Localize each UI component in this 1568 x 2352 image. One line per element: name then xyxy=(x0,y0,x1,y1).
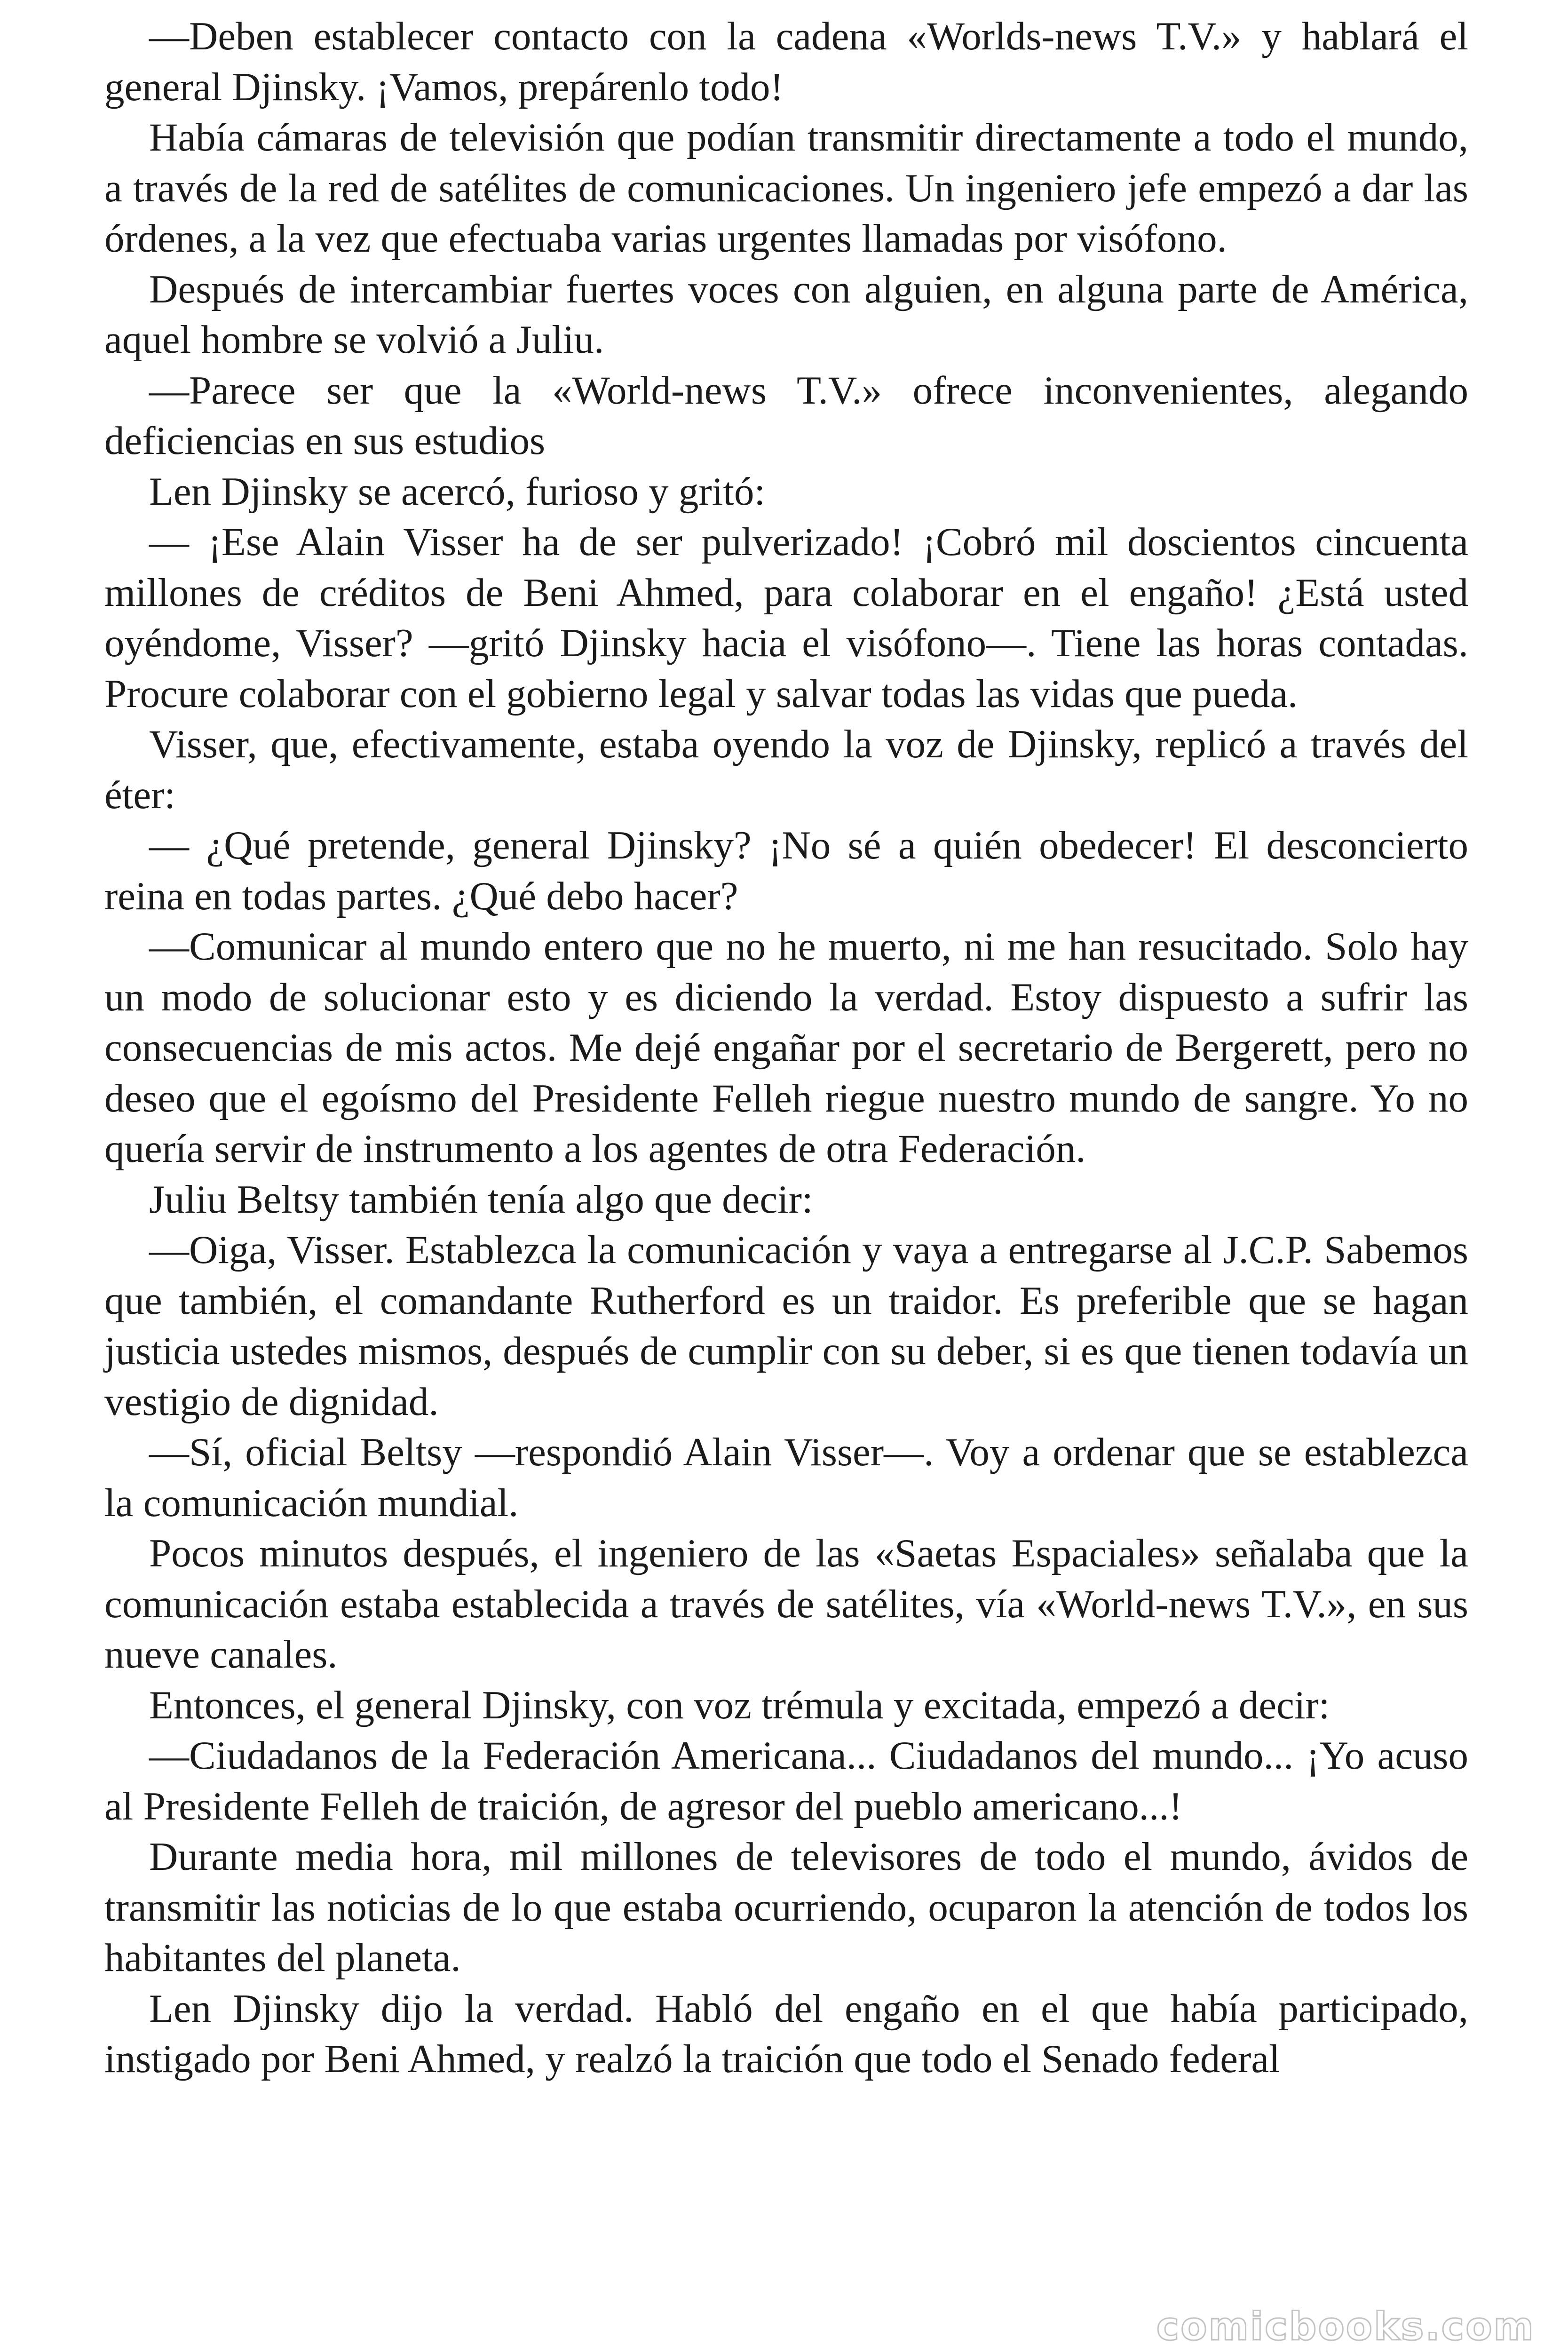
paragraph-2: Había cámaras de televisión que podían transmitir directamente a todo el mundo, a través de la red de satélites de comunicaciones. Un ingeniero jefe empezó a dar las órdenes, a la vez que efectuaba varias urgentes llamadas por visófono. xyxy=(104,115,1468,261)
paragraph-16: Durante media hora, mil millones de televisores de todo el mundo, ávidos de transmitir las noticias de lo que estaba ocurriendo, ocuparon la atención de todos los habitantes del planeta. xyxy=(104,1835,1468,1980)
page-body xyxy=(104,11,1468,2085)
paragraph-5: Len Djinsky se acercó, furioso y gritó: xyxy=(149,469,766,514)
paragraph-4: —Parece ser que la «World-news T.V.» ofrece inconvenientes, alegando deficiencias en sus estudios xyxy=(104,368,1468,463)
watermark: comicbooks.com xyxy=(1156,2304,1535,2349)
paragraph-17: Len Djinsky dijo la verdad. Habló del engaño en el que había participado, instigado por Beni Ahmed, y realzó la traición que todo el Senado federal xyxy=(104,1986,1468,2081)
paragraph-10: Juliu Beltsy también tenía algo que decir: xyxy=(149,1177,813,1222)
paragraph-3: Después de intercambiar fuertes voces con alguien, en alguna parte de América, aquel hombre se volvió a Juliu. xyxy=(104,267,1468,362)
paragraph-12: —Sí, oficial Beltsy —respondió Alain Visser—. Voy a ordenar que se establezca la comunicación mundial. xyxy=(104,1430,1468,1525)
paragraph-6: — ¡Ese Alain Visser ha de ser pulverizado! ¡Cobró mil doscientos cincuenta millones de créditos de Beni Ahmed, para colaborar en el engaño! ¿Está usted oyéndome, Visser? —gritó Djinsky hacia el visófono—. Tiene las horas contadas. Procure colaborar con el gobierno legal y salvar todas las vidas que pueda. xyxy=(104,520,1468,716)
paragraph-11: —Oiga, Visser. Establezca la comunicación y vaya a entregarse al J.C.P. Sabemos que también, el comandante Rutherford es un traidor. Es preferible que se hagan justicia ustedes mismos, después de cumplir con su deber, si es que tienen todavía un vestigio de dignidad. xyxy=(104,1228,1468,1424)
paragraph-7: Visser, que, efectivamente, estaba oyendo la voz de Djinsky, replicó a través del éter: xyxy=(104,722,1468,817)
paragraph-9: —Comunicar al mundo entero que no he muerto, ni me han resucitado. Solo hay un modo de solucionar esto y es diciendo la verdad. Estoy dispuesto a sufrir las consecuencias de mis actos. Me dejé engañar por el secretario de Bergerett, pero no deseo que el egoísmo del Presidente Felleh riegue nuestro mundo de sangre. Yo no quería servir de instrumento a los agentes de otra Federación. xyxy=(104,924,1468,1171)
paragraph-14: Entonces, el general Djinsky, con voz trémula y excitada, empezó a decir: xyxy=(149,1683,1330,1727)
paragraph-15: —Ciudadanos de la Federación Americana... Ciudadanos del mundo... ¡Yo acuso al Presidente Felleh de traición, de agresor del pueblo americano...! xyxy=(104,1733,1468,1828)
paragraph-13: Pocos minutos después, el ingeniero de las «Saetas Espaciales» señalaba que la comunicación estaba establecida a través de satélites, vía «World-news T.V.», en sus nueve canales. xyxy=(104,1531,1468,1677)
paragraph-8: — ¿Qué pretende, general Djinsky? ¡No sé a quién obedecer! El desconcierto reina en todas partes. ¿Qué debo hacer? xyxy=(104,823,1468,918)
paragraph-1: —Deben establecer contacto con la cadena «Worlds-news T.V.» y hablará el general Djinsky. ¡Vamos, prepárenlo todo! xyxy=(104,14,1468,109)
